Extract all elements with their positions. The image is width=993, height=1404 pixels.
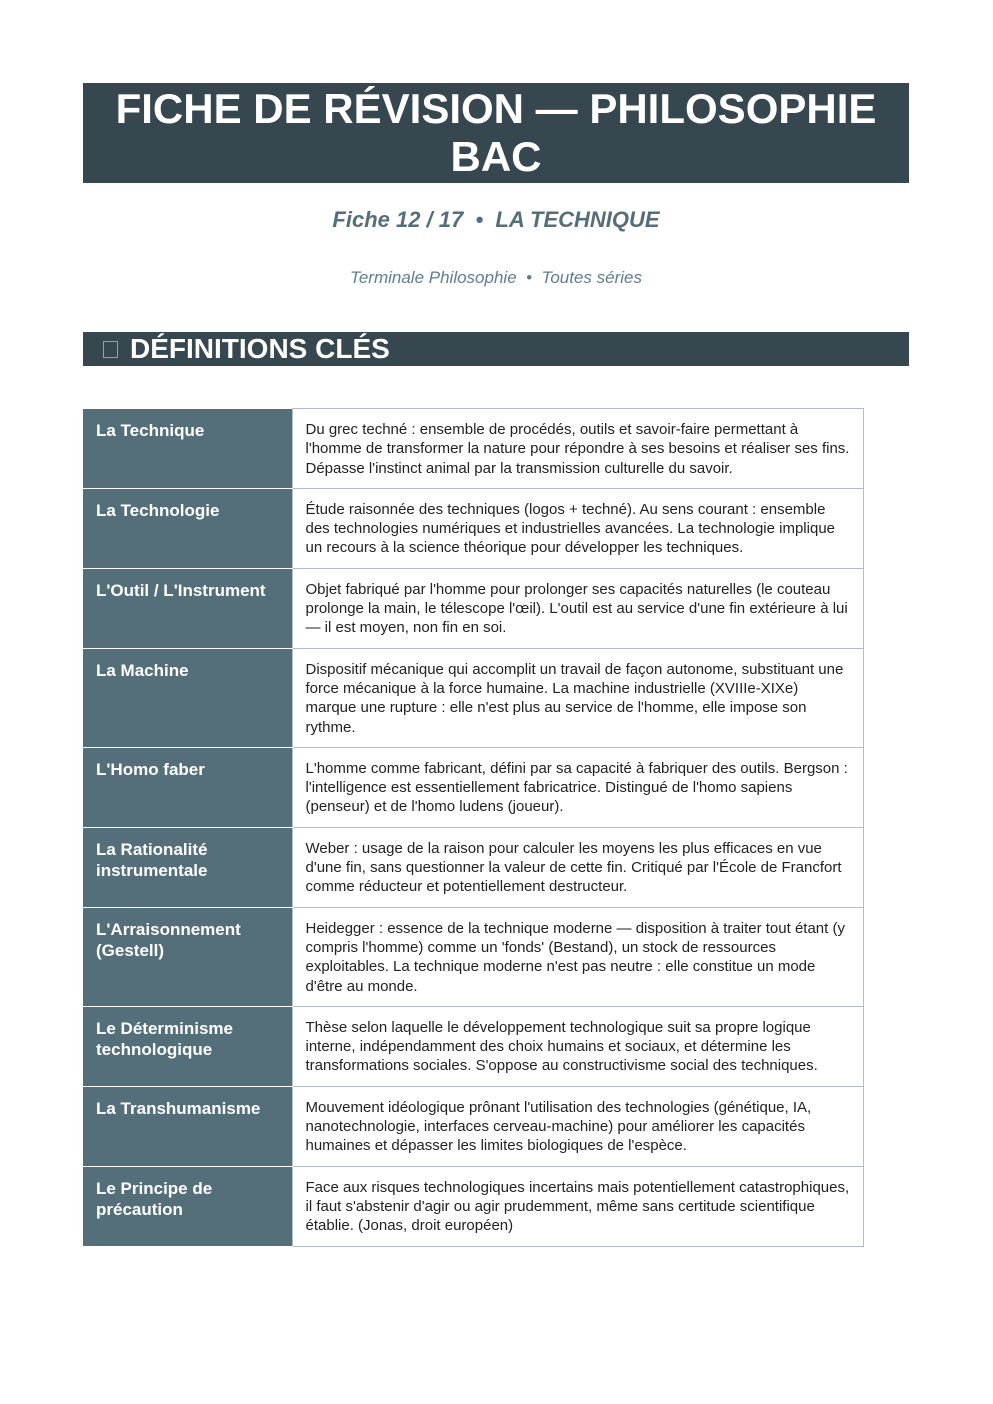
definition-term: La Machine	[83, 648, 292, 747]
definition-row	[83, 488, 864, 568]
definition-text: Mouvement idéologique prônant l'utilisation des technologies (génétique, IA, nanotechnologie, interfaces cerveau-machine) pour améliorer les capacités humaines et dépasser les limites biologiques de l'espèce.	[292, 1086, 864, 1166]
definition-term: La Technique	[83, 409, 292, 489]
definition-row	[83, 827, 864, 907]
definition-row	[83, 568, 864, 648]
section-title: DÉFINITIONS CLÉS	[130, 333, 390, 364]
page-title-band	[83, 83, 909, 183]
definition-text: Dispositif mécanique qui accomplit un travail de façon autonome, substituant une force mécanique à la force humaine. La machine industrielle (XVIIIe-XIXe) marque une rupture : elle n'est plus au service de l'homme, elle impose son rythme.	[292, 648, 864, 747]
definition-text: Du grec techné : ensemble de procédés, outils et savoir-faire permettant à l'homme de transformer la nature pour répondre à ses besoins et réaliser ses fins. Dépasse l'instinct animal par la transmission culturelle du savoir.	[292, 409, 864, 489]
definition-text: L'homme comme fabricant, défini par sa capacité à fabriquer des outils. Bergson : l'intelligence est essentiellement fabricatrice. Distingué de l'homo sapiens (penseur) et de l'homo ludens (joueur).	[292, 747, 864, 827]
definition-term: La Technologie	[83, 488, 292, 568]
definition-term: L'Arraisonnement (Gestell)	[83, 907, 292, 1006]
definition-term: La Rationalité instrumentale	[83, 827, 292, 907]
book-icon	[103, 341, 118, 358]
definition-text: Face aux risques technologiques incertains mais potentiellement catastrophiques, il faut s'abstenir d'agir ou agir prudemment, même sans certitude scientifique établie. (Jonas, droit européen)	[292, 1166, 864, 1246]
definition-term: L'Outil / L'Instrument	[83, 568, 292, 648]
definition-row	[83, 648, 864, 747]
definition-term: L'Homo faber	[83, 747, 292, 827]
definition-term: La Transhumanisme	[83, 1086, 292, 1166]
definition-row	[83, 1086, 864, 1166]
definition-text: Weber : usage de la raison pour calculer les moyens les plus efficaces en vue d'une fin, sans questionner la valeur de cette fin. Critiqué par l'École de Francfort comme réducteur et potentiellement destructeur.	[292, 827, 864, 907]
definition-term: Le Principe de précaution	[83, 1166, 292, 1246]
definition-row	[83, 1006, 864, 1086]
definition-row	[83, 409, 864, 489]
definition-term: Le Déterminisme technologique	[83, 1006, 292, 1086]
definition-text: Étude raisonnée des techniques (logos + techné). Au sens courant : ensemble des technologies numériques et industrielles avancées. La technologie implique un recours à la science théorique pour développer les techniques.	[292, 488, 864, 568]
definition-row	[83, 747, 864, 827]
page-title: FICHE DE RÉVISION — PHILOSOPHIE BAC	[115, 85, 877, 180]
section-header	[83, 332, 909, 366]
sheet-meta: Terminale Philosophie • Toutes séries	[350, 268, 642, 287]
definition-text: Objet fabriqué par l'homme pour prolonger ses capacités naturelles (le couteau prolonge la main, le télescope l'œil). L'outil est au service d'une fin extérieure à lui — il est moyen, non fin en soi.	[292, 568, 864, 648]
definition-text: Heidegger : essence de la technique moderne — disposition à traiter tout étant (y compris l'homme) comme un 'fonds' (Bestand), un stock de ressources exploitables. La technique moderne n'est pas neutre : elle constitue un mode d'être au monde.	[292, 907, 864, 1006]
definition-row	[83, 907, 864, 1006]
sheet-subtitle: Fiche 12 / 17 • LA TECHNIQUE	[332, 207, 660, 232]
definition-row	[83, 1166, 864, 1246]
definitions-table	[83, 408, 864, 1247]
definition-text: Thèse selon laquelle le développement technologique suit sa propre logique interne, indépendamment des choix humains et sociaux, et détermine les transformations sociales. S'oppose au constructivisme social des techniques.	[292, 1006, 864, 1086]
